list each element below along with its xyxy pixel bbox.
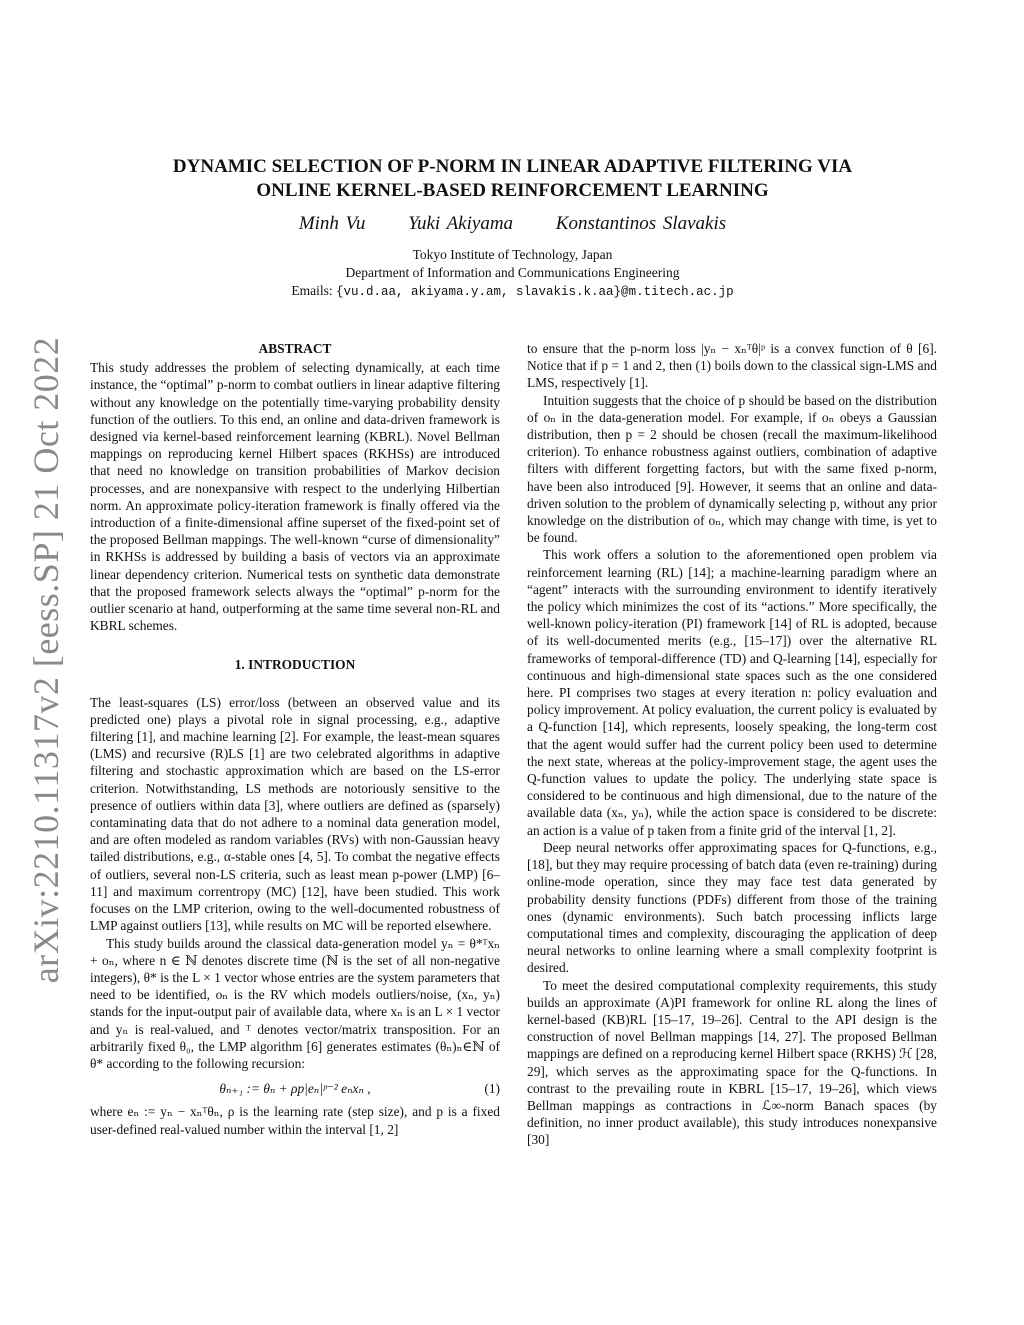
email-addresses: {vu.d.aa, akiyama.y.am, slavakis.k.aa}@m.titech.ac.jp <box>336 285 734 299</box>
author-1: Minh Vu <box>298 213 366 234</box>
author-2: Yuki Akiyama <box>408 213 514 234</box>
introduction-heading: 1. INTRODUCTION <box>234 657 356 673</box>
intro-paragraph-1: The least-squares (LS) error/loss (between an observed value and its predicted one) plays a pivotal role in signal processing, e.g., adaptive filtering [1], and machine learning [2]. For example, the least-mean squares (LMS) and recursive (R)LS [1] are two celebrated algorithms in adaptive filtering and stochastic approximation which are based on the LS-error criterion. Notwithstanding, LS methods are notoriously sensitive to the presence of outliers within data [3], where outliers are defined as (sparsely) contaminating data that do not adhere to a nominal data generation model, and are often modeled as random variables (RVs) with non-Gaussian heavy tailed distributions, e.g., α-stable ones [4, 5]. To combat the negative effects of outliers, several non-LS criteria, such as least mean p-power (LMP) [6–11] and maximum correntropy (MC) [12], have been studied. This work focuses on the LMP criterion, owing to the well-documented robustness of LMP against outliers [13], while results on MC will be reported elsewhere. <box>90 694 500 934</box>
arxiv-identifier: arXiv:2210.11317v2 [eess.SP] 21 Oct 2022 <box>26 336 66 984</box>
intro-paragraph-2: This study builds around the classical data-generation model yₙ = θ*ᵀxₙ + oₙ, where n ∈ ℕ denotes discrete time (ℕ is the set of all non-negative integers), θ* is the L × 1 vector whose entries are the system parameters that need to be identified, oₙ is the RV which models outliers/noise, (xₙ, yₙ) stands for the input-output pair of available data, where xₙ is an L × 1 vector and yₙ is real-valued, and ᵀ denotes vector/matrix transposition. For an arbitrarily fixed θ₀, the LMP algorithm [6] generates estimates (θₙ)ₙ∈ℕ of θ* according to the following recursion: <box>90 935 500 1071</box>
abstract-text: This study addresses the problem of selecting dynamically, at each time instance, the “optimal” p-norm to combat outliers in linear adaptive filtering without any knowledge on the potentially time-varying probability density function of the outliers. To this end, an online and data-driven framework is designed via kernel-based reinforcement learning (KBRL). Novel Bellman mappings on reproducing kernel Hilbert spaces (RKHSs) are introduced that need no knowledge on transition probabilities of Markov decision processes, and are nonexpansive with respect to the underlying Hilbertian norm. An approximate policy-iteration framework is finally offered via the introduction of a finite-dimensional affine superset of the fixed-point set of the proposed Bellman mappings. The well-known “curse of dimensionality” in RKHSs is addressed by building a basis of vectors via an approximate linear dependency criterion. Numerical tests on synthetic data demonstrate that the proposed framework selects always the “optimal” p-norm for the outlier scenario at hand, outperforming at the same time several non-RL and KBRL schemes. <box>90 360 500 634</box>
title-line-2: ONLINE KERNEL-BASED REINFORCEMENT LEARNING <box>256 180 769 201</box>
equation-1 <box>90 1080 500 1097</box>
title-line-1: DYNAMIC SELECTION OF P-NORM IN LINEAR ADAPTIVE FILTERING VIA <box>172 156 853 177</box>
institution: Tokyo Institute of Technology, Japan <box>412 247 613 262</box>
equation-body: θₙ₊₁ := θₙ + ρp|eₙ|ᵖ⁻² eₙxₙ , <box>219 1081 371 1097</box>
right-column <box>527 340 937 1149</box>
right-paragraph-1: to ensure that the p-norm loss |yₙ − xₙᵀθ|ᵖ is a convex function of θ [6]. Notice that if p = 1 and 2, then (1) boils down to the classical sign-LMS and LMS, respectively [1]. <box>527 341 937 391</box>
author-list <box>90 213 935 235</box>
right-paragraph-2: Intuition suggests that the choice of p should be based on the distribution of oₙ in the data-generation model. For example, if oₙ obeys a Gaussian distribution, then p = 2 should be chosen (recall the maximum-likelihood criterion). To enhance robustness against outliers, combination of adaptive filters with different forgetting factors, but with the same fixed p-norm, have been also introduced [9]. However, it seems that an online and data-driven solution to the problem of dynamically selecting p, without any prior knowledge on the distribution of oₙ, which may change with time, is yet to be found. <box>527 392 937 546</box>
affiliation-block <box>90 246 935 301</box>
intro-paragraph-3: where eₙ := yₙ − xₙᵀθₙ, ρ is the learning rate (step size), and p is a fixed user-defined real-valued number within the interval [1, 2] <box>90 1104 500 1137</box>
equation-number: (1) <box>484 1081 500 1097</box>
author-3: Konstantinos Slavakis <box>555 213 727 234</box>
emails-label: Emails: <box>291 283 333 298</box>
emails-line <box>90 282 935 301</box>
right-paragraph-5: To meet the desired computational complexity requirements, this study builds an approximate (A)PI framework for online RL along the lines of kernel-based (KB)RL [15–17, 19–26]. Central to the API design is the construction of novel Bellman mappings [14, 27]. The proposed Bellman mappings are defined on a reproducing kernel Hilbert space (RKHS) ℋ [28, 29], which serves as the approximating space for the Q-functions. In contrast to the prevailing route in KBRL [15–17, 19–26], which views Bellman mappings as contractions in ℒ∞-norm Banach spaces (by definition, no inner product available), this study introduces nonexpansive [30] <box>527 977 937 1148</box>
department: Department of Information and Communications Engineering <box>345 265 680 280</box>
left-column <box>90 340 500 1138</box>
abstract-heading: ABSTRACT <box>258 341 332 356</box>
paper-title <box>90 155 935 203</box>
right-paragraph-3: This work offers a solution to the aforementioned open problem via reinforcement learning (RL) [14]; a machine-learning paradigm where an “agent” interacts with the surrounding environment to identify iteratively the policy which minimizes the cost of its “actions.” More specifically, the well-known policy-iteration (PI) framework [14] of RL is adopted, because of its well-documented merits (e.g., [15–17]) over the alternative RL frameworks of temporal-difference (TD) and Q-learning [14], especially for continuous and high-dimensional state spaces such as the one considered here. PI comprises two stages at every iteration n: policy evaluation and policy improvement. At policy evaluation, the current policy is evaluated by a Q-function [14], which represents, loosely speaking, the long-term cost that the agent would suffer had the current policy been used to determine the next state, whereas at the policy-improvement stage, the agent uses the Q-function values to update the policy. The underlying state space is considered to be continuous and high dimensional, due to the nature of the available data (xₙ, yₙ), while the action space is considered to be discrete: an action is a value of p taken from a finite grid of the interval [1, 2]. <box>527 547 937 838</box>
right-paragraph-4: Deep neural networks offer approximating spaces for Q-functions, e.g., [18], but they may require processing of batch data (even re-training) during online-mode operation, since they may face test data generated by probability density functions (PDFs) different from those of the training ones (dynamic environments). Such batch processing inflicts large computational times and complexity, discouraging the application of deep neural networks to online learning where a small complexity footprint is desired. <box>527 839 937 976</box>
